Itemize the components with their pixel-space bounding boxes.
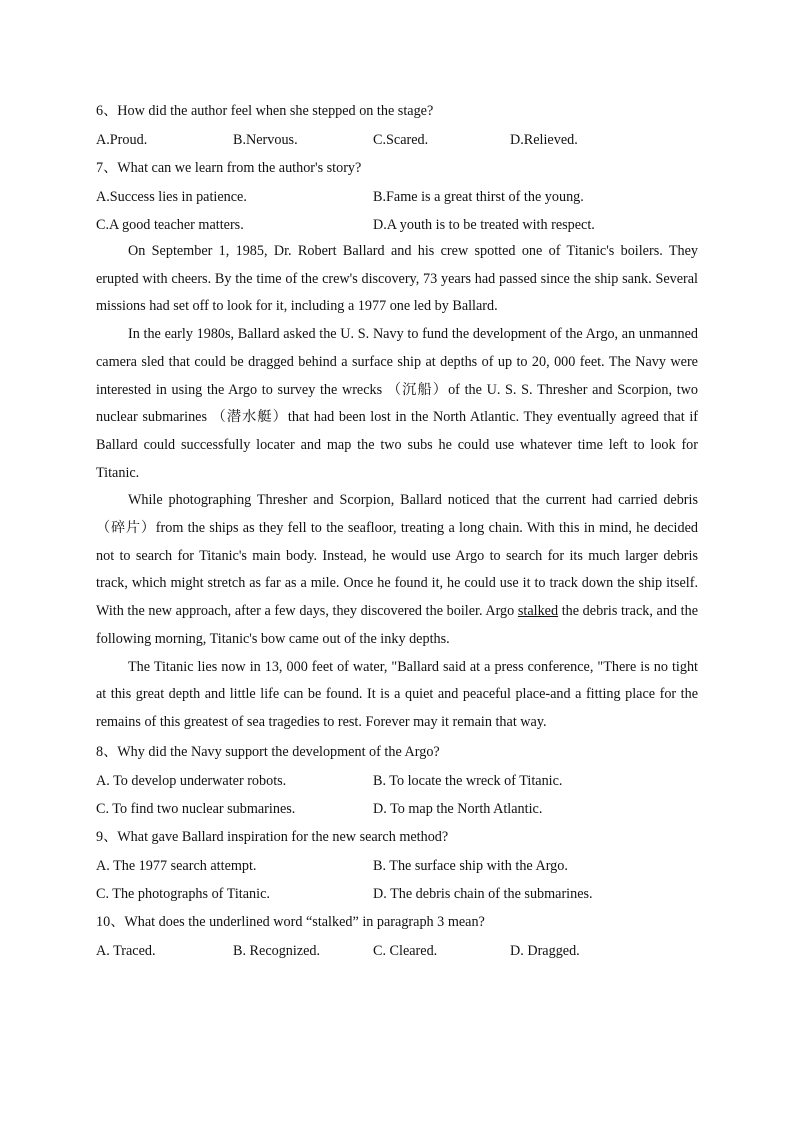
option-6d: D.Relieved. [510,132,578,148]
passage-paragraph-4: The Titanic lies now in 13, 000 feet of water, "Ballard said at a press conference, "There is no tight at this great depth and little life can be found. It is a quiet and peaceful place-and a fitting place for the remains of this greatest of sea tragedies to rest. Forever may it remain that way. [96,658,698,730]
question-7: 7、What can we learn from the author's story? [96,160,362,176]
question-8-options-row1 [96,766,698,794]
question-6: 6、How did the author feel when she stepped on the stage? [96,103,434,119]
option-7b: B.Fame is a great thirst of the young. [373,189,584,205]
passage-paragraph-1: On September 1, 1985, Dr. Robert Ballard and his crew spotted one of Titanic's boilers. They erupted with cheers. By the time of the crew's discovery, 73 years had passed since the ship sank. Several missions had set off to look for it, including a 1977 one led by Ballard. [96,243,698,315]
question-8: 8、Why did the Navy support the development of the Argo? [96,743,440,760]
paragraph-3-text-before: While photographing Thresher and Scorpion, Ballard noticed that the current had carried debris（碎片）from the ships as they fell to the seafloor, treating a long chain. With this in mind, he decided not to search for Titanic's main body. Instead, he would use Argo to search for its much larger debris track, which might stretch as far as a mile. Once he found it, he could use it to track down the ship itself. With the new approach, after a few days, they discovered the boiler. Argo [96,492,698,620]
question-9-options-row2 [96,879,698,907]
question-10: 10、What does the underlined word “stalked” in paragraph 3 mean? [96,913,485,930]
option-8d: D. To map the North Atlantic. [373,800,543,817]
passage-paragraph-2: In the early 1980s, Ballard asked the U. S. Navy to fund the development of the Argo, an unmanned camera sled that could be dragged behind a surface ship at depths of up to 20, 000 feet. The Navy were interested in using the Argo to survey the wrecks （沉船）of the U. S. S. Thresher and Scorpion, two nuclear submarines （潜水艇）that had been lost in the North Atlantic. They eventually agreed that if Ballard could successfully locater and map the two subs he could use whatever time left to look for Titanic. [96,326,698,481]
option-9d: D. The debris chain of the submarines. [373,885,593,902]
question-10-options [96,936,698,964]
passage-paragraph-3 [96,487,698,653]
option-9c: C. The photographs of Titanic. [96,885,270,902]
option-10c: C. Cleared. [373,942,438,959]
option-8a: A. To develop underwater robots. [96,772,287,789]
question-7-options-row1 [96,182,698,210]
option-10a: A. Traced. [96,942,156,959]
option-8b: B. To locate the wreck of Titanic. [373,772,563,789]
option-9a: A. The 1977 search attempt. [96,857,257,874]
option-6b: B.Nervous. [233,132,298,148]
question-7-options-row2 [96,210,698,238]
underlined-word-stalked: stalked [517,603,559,620]
question-9-options-row1 [96,851,698,879]
question-9: 9、What gave Ballard inspiration for the new search method? [96,828,449,845]
option-7c: C.A good teacher matters. [96,217,244,233]
page-content [96,96,698,964]
option-9b: B. The surface ship with the Argo. [373,857,568,874]
option-6c: C.Scared. [373,132,429,148]
option-7d: D.A youth is to be treated with respect. [373,217,595,233]
question-8-options-row2 [96,794,698,822]
option-6a: A.Proud. [96,132,148,148]
option-10d: D. Dragged. [510,942,580,959]
option-10b: B. Recognized. [233,942,321,959]
option-8c: C. To find two nuclear submarines. [96,800,296,817]
question-6-options [96,125,698,153]
option-7a: A.Success lies in patience. [96,189,247,205]
paragraph-3-text-after: the debris track, and the following morning, Titanic's bow came out of the inky depths. [96,603,698,647]
